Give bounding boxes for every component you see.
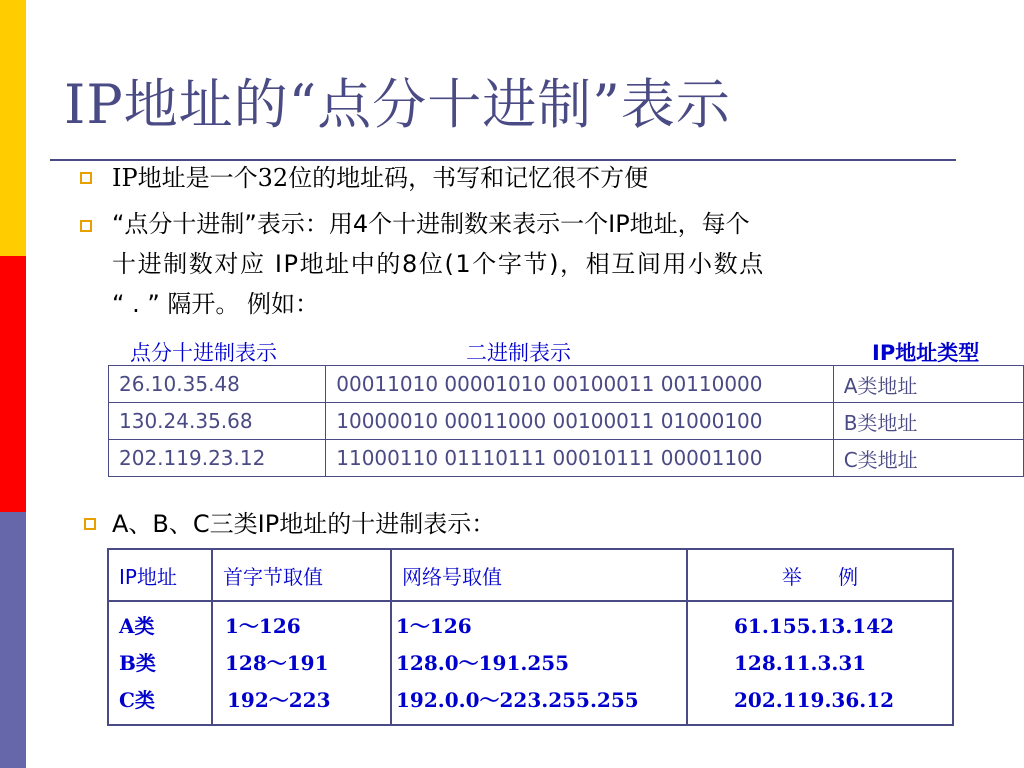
table-cell: B类地址 [833, 403, 1023, 440]
table-header-cell: IP地址 [108, 549, 212, 601]
ip-class-range-table [107, 548, 954, 726]
bullet-3-text: A、B、C三类IP地址的十进制表示： [112, 510, 496, 538]
bullet-square-icon [80, 220, 92, 232]
table-cell: 10000010 00011000 00100011 01000100 [326, 403, 833, 440]
table1-header-class: IP地址类型 [872, 341, 980, 365]
network-column: 1～126 128.0～191.255 192.0.0～223.255.255 [391, 601, 687, 725]
table-header-row [108, 549, 953, 601]
table-cell: 202.119.23.12 [109, 440, 326, 477]
table-header-cell: 举 例 [687, 549, 953, 601]
class-column: A类 B类 C类 [108, 601, 212, 725]
first-byte-column: 1～126 128～191 192～223 [212, 601, 391, 725]
table-cell: 130.24.35.68 [109, 403, 326, 440]
left-stripe-purple [0, 512, 26, 768]
bullet-2-text: “点分十进制”表示：用4个十进制数来表示一个IP地址，每个 十进制数对应 IP地址中的8位(1个字节)，相互间用小数点 “ . ” 隔开。 例如： [112, 210, 765, 318]
bullet-square-icon [84, 518, 96, 530]
table-row [109, 440, 1024, 477]
left-stripe-yellow [0, 0, 26, 256]
example-column: 61.155.13.142 128.11.3.31 202.119.36.12 [687, 601, 953, 725]
table-cell: 00011010 00001010 00100011 00110000 [326, 366, 833, 403]
table-row [109, 403, 1024, 440]
ip-example-table [108, 365, 1024, 477]
left-stripe-red [0, 256, 26, 512]
table-header-cell: 网络号取值 [391, 549, 687, 601]
table-row [109, 366, 1024, 403]
table-cell: 26.10.35.48 [109, 366, 326, 403]
bullet-1-text: IP地址是一个32位的地址码，书写和记忆很不方便 [112, 164, 649, 192]
table1-header-binary: 二进制表示 [466, 341, 571, 365]
table-cell: A类地址 [833, 366, 1023, 403]
table-cell: 11000110 01110111 00010111 00001100 [326, 440, 833, 477]
table-header-cell: 首字节取值 [212, 549, 391, 601]
table-cell: C类地址 [833, 440, 1023, 477]
table1-header-decimal: 点分十进制表示 [130, 341, 277, 365]
bullet-square-icon [80, 172, 92, 184]
slide-title: IP地址的“点分十进制”表示 [64, 73, 731, 136]
table-row [108, 601, 953, 725]
